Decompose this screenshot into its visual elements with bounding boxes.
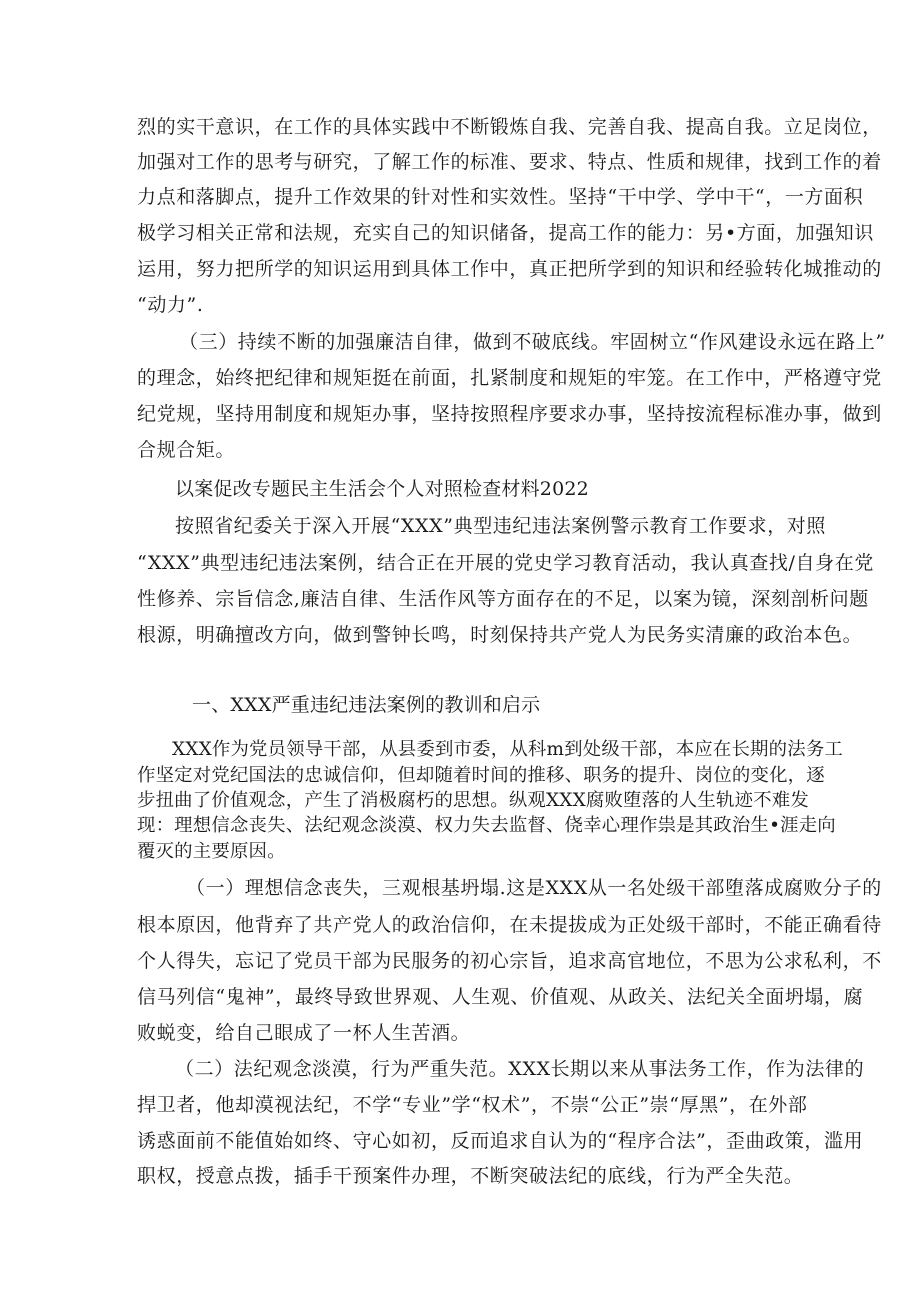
text-line: 诱惑面前不能值始如终、守心如初，反而追求自认为的“程序合法”，歪曲政策，滥用 (137, 1130, 864, 1152)
text-line: XXX作为党员领导干部，从县委到市委，从科m到处级干部，本应在长期的法务工 (172, 739, 844, 760)
text-line: 败蜕变，给自己眼成了一杯人生苦酒。 (137, 1022, 471, 1044)
text-line: （一）理想信念丧失，三观根基坍塌.这是XXX从一名处级干部堕落成腐败分子的 (186, 877, 882, 899)
text-line: 个人得失，忘记了党员干部为民服务的初心宗旨，追求高官地位，不思为公求私利，不 (137, 950, 882, 972)
text-line: “XXX”典型违纪违法案例，结合正在开展的党史学习教育活动，我认真查找/自身在党 (137, 552, 874, 574)
text-line: 加强对工作的思考与研究，了解工作的标准、要求、特点、性质和规律，找到工作的着 (137, 151, 882, 173)
text-line: 运用，努力把所学的知识运用到具体工作中，真正把所学到的知识和经验转化城推动的 (137, 258, 882, 280)
text-line: 步扭曲了价值观念，产生了消极腐朽的思想。纵观XXX腐败堕落的人生轨迹不难发 (137, 790, 809, 811)
text-line: 职权，授意点拨，插手干预案件办理，不断突破法纪的底线，行为严全失范。 (137, 1165, 804, 1187)
text-line: 合规合矩。 (137, 439, 236, 461)
text-line: （三）持续不断的加强廉洁自律，做到不破底线。牢固树立“作风建设永远在路上” (179, 331, 886, 353)
text-line: 捍卫者，他却漠视法纪，不学“专业”学“权术”，不崇“公正”崇“厚黑”，在外部 (137, 1094, 808, 1116)
document-title: 以案促改专题民主生活会个人对照检查材料2022 (175, 478, 589, 500)
text-line: 烈的实干意识，在工作的具体实践中不断锻炼自我、完善自我、提高自我。立足岗位， (137, 116, 882, 138)
text-line: 性修养、宗旨信念,廉洁自律、生活作风等方面存在的不足，以案为镜，深刻剖析问题 (137, 588, 869, 610)
text-line: （二）法纪观念淡漠，行为严重失范。XXX长期以来从事法务工作，作为法律的 (175, 1058, 865, 1080)
text-line: 覆灭的主要原因。 (137, 841, 286, 862)
text-line: 作坚定对党纪国法的忠诚信仰，但却随着时间的推移、职务的提升、岗位的变化，逐 (137, 765, 825, 786)
text-line: 力点和落脚点，提升工作效果的针对性和实效性。坚持“干中学、学中干“，一方面积 (137, 186, 864, 208)
text-line: 根源，明确擅改方向，做到警钟长鸣，时刻保持共产党人为民务实清廉的政治本色。 (137, 624, 863, 646)
text-line: 现：理想信念丧失、法纪观念淡漠、权力失去监督、侥幸心理作祟是其政治生•涯走向 (137, 815, 836, 836)
text-line: 按照省纪委关于深入开展“XXX”典型违纪违法案例警示教育工作要求，对照 (175, 515, 827, 537)
text-line: 极学习相关正常和法规，充实自己的知识储备，提高工作的能力：另•方面，加强知识 (137, 222, 875, 244)
section-heading: 一、XXX严重违纪违法案例的教训和启示 (192, 694, 541, 716)
text-line: 根本原因，他背弃了共产党人的政治信仰，在未提拔成为正处级干部时，不能正确看待 (137, 914, 882, 936)
text-line: 纪党规，坚持用制度和规矩办事，坚持按照程序要求办事，坚持按流程标准办事，做到 (137, 403, 882, 425)
text-line: 信马列信“鬼神”，最终导致世界观、人生观、价值观、从政关、法纪关全面坍塌，腐 (137, 986, 864, 1008)
text-line: 的理念，始终把纪律和规矩挺在前面，扎紧制度和规矩的牢笼。在工作中，严格遵守党 (137, 367, 882, 389)
text-line: “动力”. (137, 294, 204, 316)
